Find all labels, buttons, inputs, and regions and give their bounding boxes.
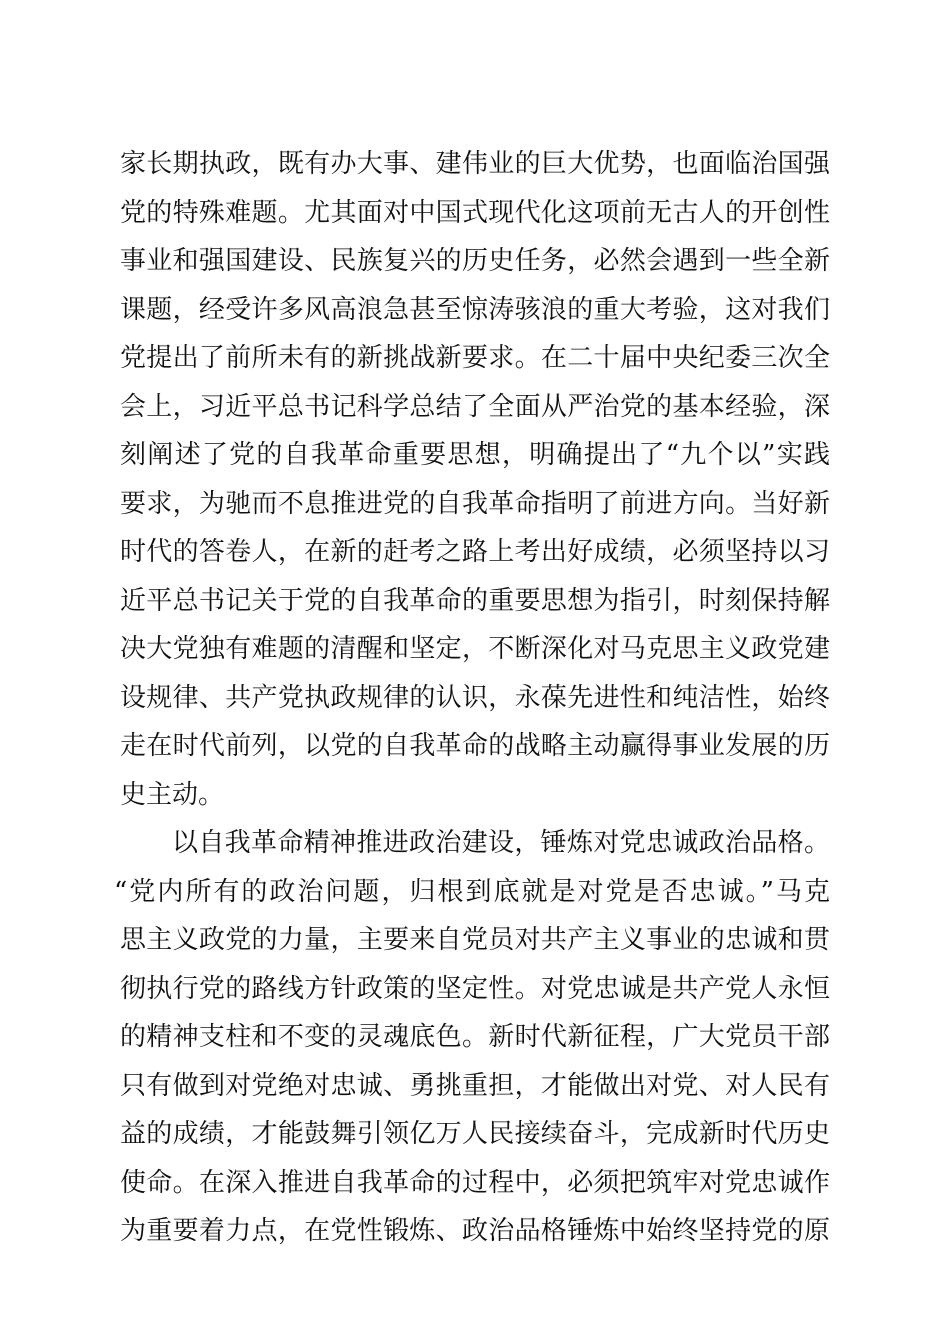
text-line: 史主动。 <box>120 779 225 810</box>
text-line: 刻阐述了党的自我革命重要思想，明确提出了“九个以”实践 <box>120 440 830 470</box>
text-line: 会上，习近平总书记科学总结了全面从严治党的基本经验，深 <box>120 391 830 422</box>
text-line: 要求，为驰而不息推进党的自我革命指明了前进方向。当好新 <box>120 488 830 519</box>
text-line: 设规律、共产党执政规律的认识，永葆先进性和纯洁性，始终 <box>120 682 830 713</box>
text-line: 走在时代前列，以党的自我革命的战略主动赢得事业发展的历 <box>120 731 830 761</box>
text-line: 党的特殊难题。尤其面对中国式现代化这项前无古人的开创性 <box>120 197 830 228</box>
text-line: “党内所有的政治问题，归根到底就是对党是否忠诚。”马克 <box>114 876 830 907</box>
paragraph-heading-line: 以自我革命精神推进政治建设，锤炼对党忠诚政治品格。 <box>172 828 830 858</box>
paragraph-1 <box>120 140 830 819</box>
text-line: 课题，经受许多风高浪急甚至惊涛骇浪的重大考验，这对我们 <box>120 294 830 325</box>
text-line: 家长期执政，既有办大事、建伟业的巨大优势，也面临治国强 <box>120 149 830 179</box>
text-line: 彻执行党的路线方针政策的坚定性。对党忠诚是共产党人永恒 <box>120 973 830 1004</box>
text-line: 思主义政党的力量，主要来自党员对共产主义事业的忠诚和贯 <box>120 925 830 955</box>
text-line: 为重要着力点，在党性锻炼、政治品格锤炼中始终坚持党的原 <box>120 1216 830 1246</box>
text-line: 时代的答卷人，在新的赶考之路上考出好成绩，必须坚持以习 <box>120 537 830 567</box>
text-line: 使命。在深入推进自我革命的过程中，必须把筑牢对党忠诚作 <box>120 1167 830 1198</box>
text-line: 的精神支柱和不变的灵魂底色。新时代新征程，广大党员干部 <box>120 1022 830 1052</box>
text-line: 决大党独有难题的清醒和坚定，不断深化对马克思主义政党建 <box>120 634 830 664</box>
document-page <box>114 140 830 1256</box>
text-line: 党提出了前所未有的新挑战新要求。在二十届中央纪委三次全 <box>120 343 830 373</box>
paragraph-2 <box>114 819 830 1256</box>
text-line: 只有做到对党绝对忠诚、勇挑重担，才能做出对党、对人民有 <box>120 1070 830 1101</box>
text-line: 近平总书记关于党的自我革命的重要思想为指引，时刻保持解 <box>120 585 830 616</box>
text-line: 益的成绩，才能鼓舞引领亿万人民接续奋斗，完成新时代历史 <box>120 1119 830 1149</box>
text-line: 事业和强国建设、民族复兴的历史任务，必然会遇到一些全新 <box>120 246 830 276</box>
